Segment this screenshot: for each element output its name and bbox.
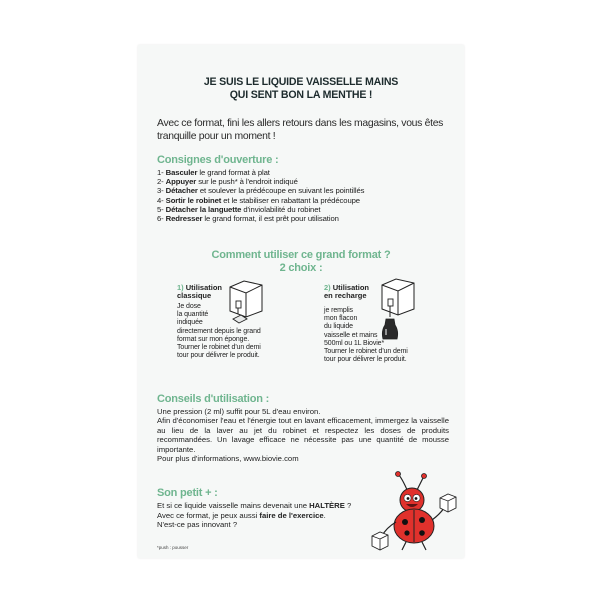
opening-steps-list [157,168,457,223]
option-1-text: Je dose la quantité indiquée directement depuis le grand format sur mon éponge. Tourner le robinet d'un demi tour pour délivrer le produit. [177,303,261,360]
opening-step: 3- Détacher et soulever la prédécoupe en suivant les pointillés [157,186,365,196]
option-2-title: 2) Utilisation en recharge [324,283,370,301]
advice-heading: Conseils d'utilisation : [157,393,270,405]
footnote: *push : pousser [157,545,189,550]
bonus-heading: Son petit + : [157,487,218,499]
product-label-card [138,45,464,558]
usage-heading-line-2: 2 choix : [279,262,323,274]
option-2-text: je remplis mon flacon du liquide vaisselle et mains 500ml ou 1L Biovie* Tourner le robinet d'un demi tour pour délivrer le produit. [324,307,408,364]
usage-heading-line-1: Comment utiliser ce grand format ? [211,249,391,261]
opening-step: 2- Appuyer sur le push* à l'endroit indiqué [157,177,298,187]
opening-step: 6- Redresser le grand format, il est prêt pour utilisation [157,214,339,224]
main-title-line-2: QUI SENT BON LA MENTHE ! [229,89,373,101]
opening-step: 4- Sortir le robinet et le stabiliser en rabattant la prédécoupe [157,195,360,205]
bonus-text: Et si ce liquide vaisselle mains devenait une HALTÈRE ? Avec ce format, je peux aussi faire de l'exercice. N'est-ce pas innovant ? [157,501,352,530]
intro-line-2: tranquille pour un moment ! [157,131,276,142]
opening-step: 1- Basculer le grand format à plat [157,168,270,177]
intro-line-1: Avec ce format, fini les allers retours dans les magasins, vous êtes [157,118,444,129]
advice-text [157,407,449,463]
ladybug-mascot-icon [368,470,460,554]
advice-link-text: Pour plus d'informations, www.biovie.com [157,454,299,464]
opening-step: 5- Détacher la languette d'inviolabilité du robinet [157,204,321,214]
advice-paragraph: Afin d'économiser l'eau et l'énergie tout en lavant efficacement, immergez la vaisselle au lieu de la laver au jet du robinet et respectez les doses de produits recommandées. Un lavage efficace ne nécessite pas une quantité de mousse importante. [157,416,449,454]
opening-heading: Consignes d'ouverture : [157,154,279,166]
option-1-title: 1) Utilisation classique [177,283,223,301]
advice-paragraph: Une pression (2 ml) suffit pour 5L d'eau environ. [157,407,321,416]
main-title-line-1: JE SUIS LE LIQUIDE VAISSELLE MAINS [203,76,399,88]
